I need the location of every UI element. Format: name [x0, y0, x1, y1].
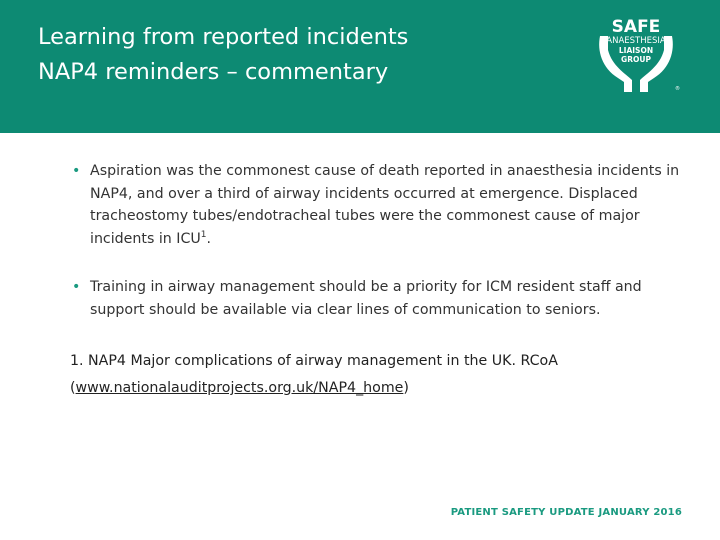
- close-paren: ): [403, 380, 409, 396]
- reference-link-line: [70, 375, 690, 402]
- nap4-link[interactable]: www.nationalauditprojects.org.uk/NAP4_home: [75, 380, 404, 396]
- list-item: [72, 276, 682, 321]
- logo-group-text: GROUP: [621, 55, 651, 64]
- header-banner: [0, 0, 720, 133]
- bullet-text: Training in airway management should be a priority for ICM resident staff and support should be available via clear lines of communication to seniors.: [90, 279, 642, 318]
- bullet-text: Aspiration was the commonest cause of death reported in anaesthesia incidents in NAP4, and over a third of airway incidents occurred at emergence. Displaced tracheostomy tubes/endotracheal tubes were the commonest cause of major incidents in ICU: [90, 163, 680, 247]
- bullet-end: .: [206, 230, 212, 247]
- footer-text: PATIENT SAFETY UPDATE JANUARY 2016: [450, 507, 682, 518]
- logo-anaesthesia-text: ANAESTHESIA: [606, 36, 666, 46]
- safe-anaesthesia-logo: [592, 16, 680, 96]
- title-line-2: NAP4 reminders – commentary: [38, 59, 389, 85]
- slide-title: [38, 20, 408, 90]
- title-line-1: Learning from reported incidents: [38, 24, 409, 50]
- logo-safe-text: SAFE: [611, 17, 661, 37]
- footnote-marker: 1: [200, 229, 207, 240]
- list-item: [72, 160, 682, 250]
- logo-liaison-text: LIAISON: [618, 46, 654, 55]
- reference-footnote: [70, 348, 690, 402]
- bullet-marker: •: [72, 163, 81, 179]
- bullet-marker: •: [72, 279, 81, 295]
- logo-registered-mark: ®: [675, 86, 680, 92]
- open-paren: (: [70, 380, 76, 396]
- bullet-list: [72, 160, 682, 347]
- reference-line: 1. NAP4 Major complications of airway management in the UK. RCoA: [70, 353, 558, 369]
